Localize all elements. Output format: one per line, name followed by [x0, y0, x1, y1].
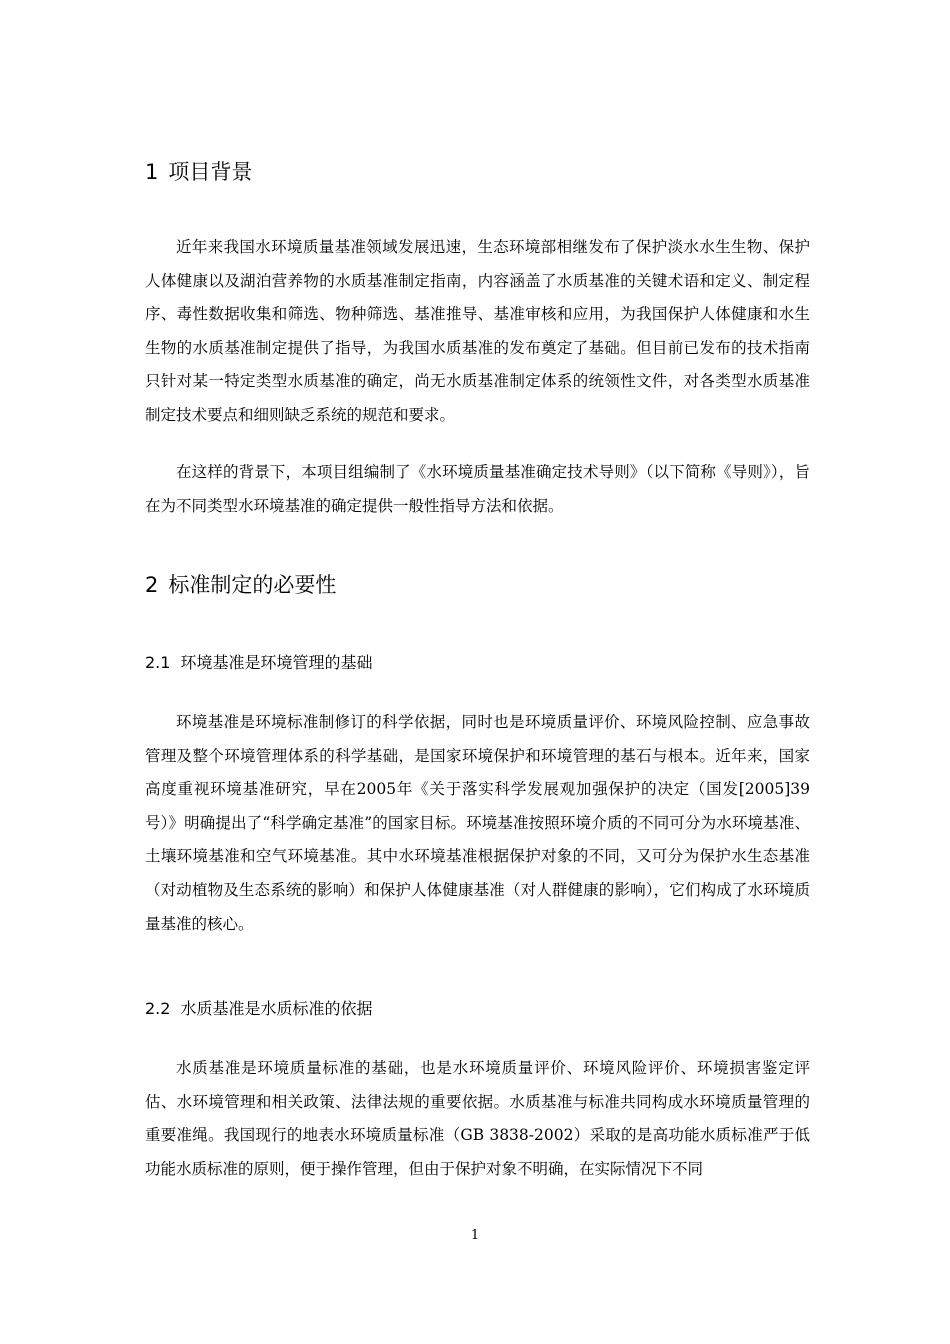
subsection-number: 2.2	[145, 999, 171, 1018]
paragraph: 水质基准是环境质量标准的基础，也是水环境质量评价、环境风险评价、环境损害鉴定评估、水环境管理和相关政策、法律法规的重要依据。水质基准与标准共同构成水环境质量管理的重要准绳。我国现行的地表水环境质量标准（GB 3838-2002）采取的是高功能水质标准严于低功能水质标准的原则，便于操作管理，但由于保护对象不明确，在实际情况下不同	[145, 1059, 810, 1178]
section-1-heading	[145, 158, 252, 186]
subsection-2-2-heading	[145, 998, 372, 1020]
paragraph: 在这样的背景下，本项目组编制了《水环境质量基准确定技术导则》（以下简称《导则》），旨在为不同类型水环境基准的确定提供一般性指导方法和依据。	[145, 463, 810, 515]
subsection-title: 水质基准是水质标准的依据	[180, 999, 373, 1018]
page-number: 1	[470, 1228, 480, 1243]
section-title: 项目背景	[168, 160, 253, 184]
paragraph: 近年来我国水环境质量基准领域发展迅速，生态环境部相继发布了保护淡水水生生物、保护人体健康以及湖泊营养物的水质基准制定指南，内容涵盖了水质基准的关键术语和定义、制定程序、毒性数据收集和筛选、物种筛选、基准推导、基准审核和应用，为我国保护人体健康和水生生物的水质基准制定提供了指导，为我国水质基准的发布奠定了基础。但目前已发布的技术指南只针对某一特定类型水质基准的确定，尚无水质基准制定体系的统领性文件，对各类型水质基准制定技术要点和细则缺乏系统的规范和要求。	[145, 238, 810, 424]
paragraph: 环境基准是环境标准制修订的科学依据，同时也是环境质量评价、环境风险控制、应急事故管理及整个环境管理体系的科学基础，是国家环境保护和环境管理的基石与根本。近年来，国家高度重视环境基准研究，早在2005年《关于落实科学发展观加强保护的决定（国发[2005]39 号）》明确提出了“科学确定基准”的国家目标。环境基准按照环境介质的不同可分为水环境基准、土壤环境基准和空气环境基准。其中水环境基准根据保护对象的不同，又可分为保护水生态基准（对动植物及生态系统的影响）和保护人体健康基准（对人群健康的影响），它们构成了水环境质量基准的核心。	[145, 713, 810, 933]
subsection-2-1-heading	[145, 652, 372, 674]
subsection-title: 环境基准是环境管理的基础	[180, 653, 373, 672]
section-number: 2	[145, 573, 159, 597]
section-2-heading	[145, 571, 336, 599]
subsection-number: 2.1	[145, 653, 171, 672]
section-title: 标准制定的必要性	[168, 573, 337, 597]
section-number: 1	[145, 160, 159, 184]
